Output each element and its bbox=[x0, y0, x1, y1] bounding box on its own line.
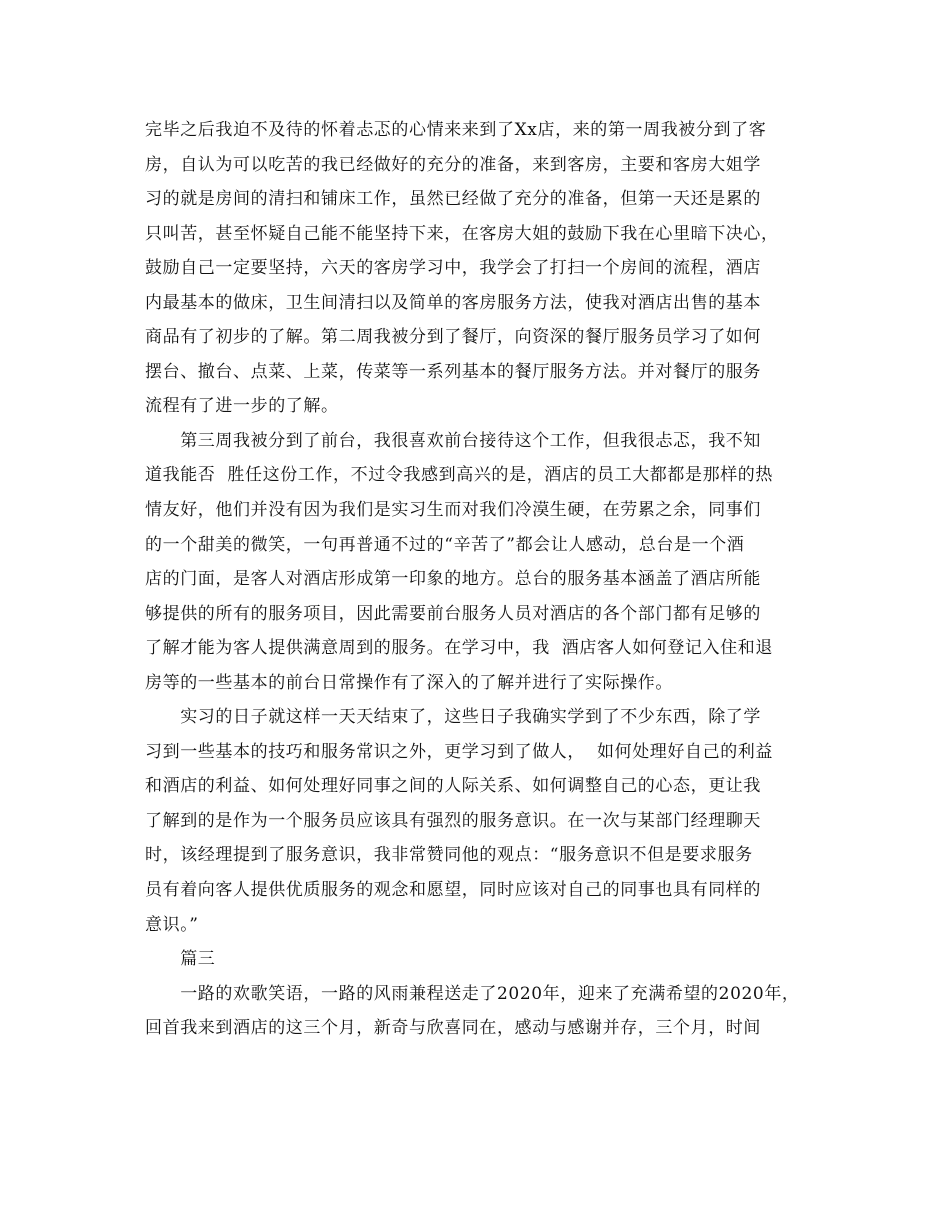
text-line: 店的门面，是客人对酒店形成第一印象的地方。总台的服务基本涵盖了酒店所能 bbox=[145, 569, 761, 590]
text-line: 内最基本的做床，卫生间清扫以及简单的客房服务方法，使我对酒店出售的基本 bbox=[145, 292, 761, 313]
text-line: 员有着向客人提供优质服务的观念和愿望，同时应该对自己的同事也具有同样的 bbox=[145, 880, 761, 901]
text-line: 习的就是房间的清扫和铺床工作，虽然已经做了充分的准备，但第一天还是累的 bbox=[145, 189, 761, 210]
text-line: 习到一些基本的技巧和服务常识之外，更学习到了做人， 如何处理好自己的利益 bbox=[145, 741, 774, 762]
text-line: 时，该经理提到了服务意识，我非常赞同他的观点：“服务意识不但是要求服务 bbox=[145, 845, 753, 866]
text-line: 回首我来到酒店的这三个月，新奇与欣喜同在，感动与感谢并存，三个月，时间 bbox=[145, 1018, 761, 1039]
text-line: 够提供的所有的服务项目，因此需要前台服务人员对酒店的各个部门都有足够的 bbox=[145, 603, 761, 624]
text-line: 了解到的是作为一个服务员应该具有强烈的服务意识。在一次与某部门经理聊天 bbox=[145, 810, 761, 831]
text-line: 房等的一些基本的前台日常操作有了深入的了解并进行了实际操作。 bbox=[145, 672, 673, 693]
text-line: 和酒店的利益、如何处理好同事之间的人际关系、如何调整自己的心态，更让我 bbox=[145, 776, 761, 797]
text-line: 房，自认为可以吃苦的我已经做好的充分的准备，来到客房，主要和客房大姐学 bbox=[145, 154, 761, 175]
text-line: 只叫苦，甚至怀疑自己能不能坚持下来，在客房大姐的鼓励下我在心里暗下决心， bbox=[145, 223, 779, 244]
text-line: 了解才能为客人提供满意周到的服务。在学习中，我 酒店客人如何登记入住和退 bbox=[145, 638, 774, 659]
text-line: 摆台、撤台、点菜、上菜，传菜等一系列基本的餐厅服务方法。并对餐厅的服务 bbox=[145, 361, 761, 382]
text-line: 第三周我被分到了前台，我很喜欢前台接待这个工作，但我很忐忑，我不知 bbox=[145, 430, 761, 451]
document-body bbox=[145, 113, 835, 1046]
text-line: 完毕之后我迫不及待的怀着忐忑的心情来来到了Xx店，来的第一周我被分到了客 bbox=[145, 120, 767, 140]
text-line: 意识。” bbox=[145, 914, 199, 935]
text-line: 流程有了进一步的了解。 bbox=[145, 396, 339, 417]
text-line: 一路的欢歌笑语，一路的风雨兼程送走了2020年，迎来了充满希望的2020年， bbox=[145, 983, 800, 1004]
text-line: 的一个甜美的微笑，一句再普通不过的“辛苦了”都会让人感动，总台是一个酒 bbox=[145, 534, 745, 555]
text-line: 实习的日子就这样一天天结束了，这些日子我确实学到了不少东西，除了学 bbox=[145, 707, 761, 728]
text-line: 道我能否 胜任这份工作，不过令我感到高兴的是，酒店的员工大都都是那样的热 bbox=[145, 465, 774, 486]
text-line: 商品有了初步的了解。第二周我被分到了餐厅，向资深的餐厅服务员学习了如何 bbox=[145, 327, 761, 348]
section-heading: 篇三 bbox=[145, 949, 216, 970]
text-line: 鼓励自己一定要坚持，六天的客房学习中，我学会了打扫一个房间的流程，酒店 bbox=[145, 258, 761, 279]
text-line: 情友好，他们并没有因为我们是实习生而对我们冷漠生硬，在劳累之余，同事们 bbox=[145, 500, 761, 521]
